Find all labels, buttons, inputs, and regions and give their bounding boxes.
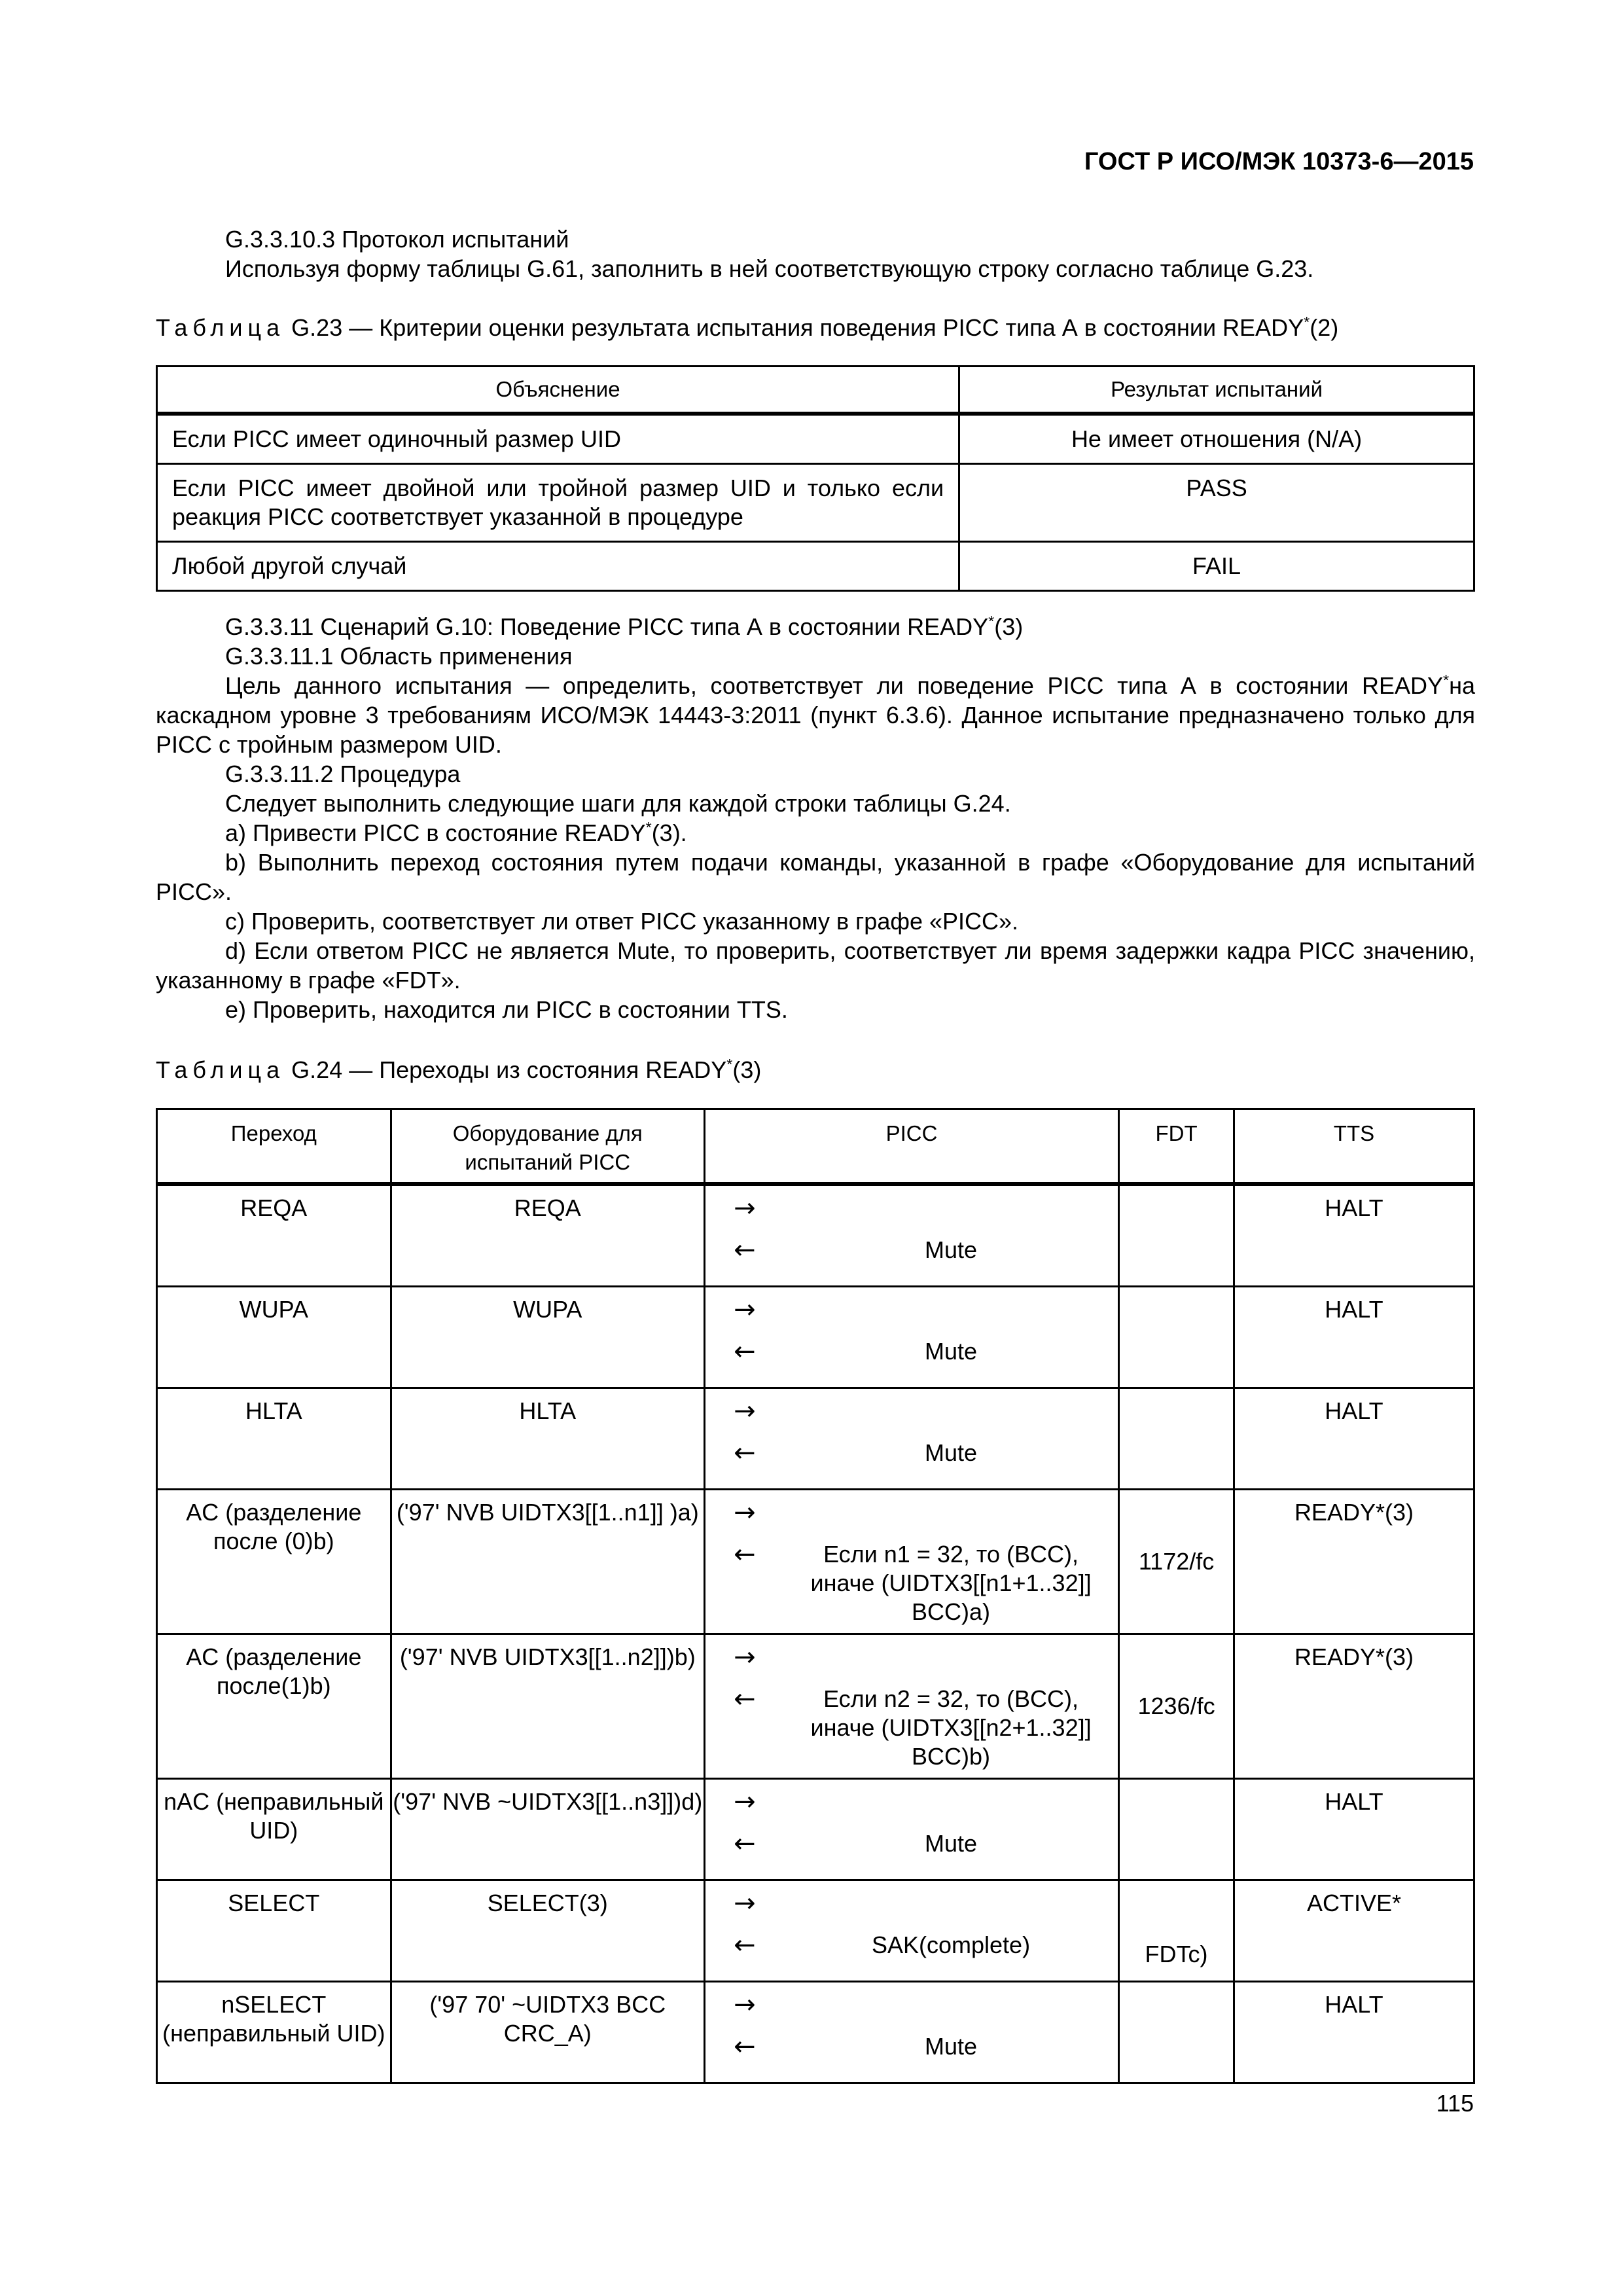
explanation-cell: Если PICC имеет двойной или тройной размер UID и только если реакция PICC соответствует указанной в процедуре — [157, 464, 959, 542]
arrow-right-icon: → — [734, 1990, 756, 2020]
fdt-cell — [1120, 1982, 1233, 2032]
section-text: Используя форму таблицы G.61, заполнить в ней соответствующую строку согласно таблице G.23. — [225, 255, 1314, 282]
purpose-paragraph: Цель данного испытания — определить, соответствует ли поведение PICC типа А в состоянии READY*на каскадном уровне 3 требованиям ИСО/МЭК 14443-3:2011 (пункт 6.3.6). Данное испытание предназначено только для PICC с тройным размером UID. — [156, 672, 1475, 758]
document-standard-header: ГОСТ Р ИСО/МЭК 10373-6—2015 — [1084, 148, 1474, 175]
equipment-cell: ('97' NVB UIDTX3[[1..n2]])b) — [399, 1643, 696, 1670]
step-c: с) Проверить, соответствует ли ответ PICC указанному в графе «PICC». — [225, 908, 1019, 935]
table-caption-g24: Таблица G.24 — Переходы из состояния READY*(3) — [156, 1056, 762, 1083]
step-d: d) Если ответом PICC не является Mute, то проверить, соответствует ли время задержки кадра PICC значению, указанному в графе «FDT». — [156, 937, 1475, 994]
table-row — [157, 1880, 1474, 1982]
picc-response: Mute — [925, 2033, 978, 2060]
transition-cell: AC (разделение после(1)b) — [186, 1643, 362, 1699]
table-header-row — [157, 367, 1474, 414]
picc-response: Если n1 = 32, то (BCC), иначе (UIDTX3[[n1+1..32]] BCC)a) — [810, 1541, 1092, 1625]
tts-cell: HALT — [1325, 1296, 1383, 1323]
arrow-left-icon: ← — [734, 1235, 756, 1265]
tts-cell: READY*(3) — [1294, 1499, 1414, 1526]
picc-response: SAK(complete) — [871, 1931, 1031, 1958]
table-row — [157, 1287, 1474, 1388]
caption-text: G.23 — Критерии оценки результата испытания поведения PICC типа А в состоянии READY — [291, 314, 1304, 341]
arrow-left-icon: ← — [734, 2032, 756, 2062]
tts-cell: HALT — [1325, 1194, 1383, 1221]
transition-cell: AC (разделение после (0)b) — [186, 1499, 362, 1554]
table-row — [157, 464, 1474, 542]
arrow-right-icon: → — [734, 1642, 756, 1672]
arrow-left-icon: ← — [734, 1829, 756, 1859]
transition-cell: WUPA — [239, 1296, 308, 1323]
table-row — [157, 1184, 1474, 1287]
arrow-left-icon: ← — [734, 1539, 756, 1570]
transition-cell: nAC (неправильный UID) — [164, 1788, 384, 1844]
fdt-cell — [1120, 1186, 1233, 1236]
transition-cell: REQA — [240, 1194, 308, 1221]
procedure-heading: G.3.3.11.2 Процедура — [225, 761, 461, 787]
step-a: а) Привести PICC в состояние READY*(3). — [225, 819, 687, 846]
picc-response: Mute — [925, 1236, 978, 1263]
caption-text: G.24 — Переходы из состояния READY — [291, 1056, 727, 1083]
table-header-row — [157, 1109, 1474, 1185]
table-row — [157, 542, 1474, 591]
section-protocol — [156, 224, 1475, 283]
caption-word: Таблица — [156, 314, 285, 341]
table-row — [157, 1634, 1474, 1779]
arrow-left-icon: ← — [734, 1438, 756, 1468]
column-header: Оборудование для испытаний PICC — [391, 1109, 704, 1185]
scope-heading: G.3.3.11.1 Область применения — [225, 643, 573, 670]
arrow-right-icon: → — [734, 1888, 756, 1918]
result-cell: Не имеет отношения (N/A) — [959, 414, 1474, 464]
equipment-cell: ('97' NVB ~UIDTX3[[1..n3]])d) — [393, 1788, 703, 1815]
transition-cell: HLTA — [245, 1397, 302, 1424]
result-cell: PASS — [959, 464, 1474, 542]
arrow-left-icon: ← — [734, 1336, 756, 1367]
table-row — [157, 1779, 1474, 1880]
equipment-cell: ('97' NVB UIDTX3[[1..n1]] )a) — [396, 1499, 699, 1526]
tts-cell: READY*(3) — [1294, 1643, 1414, 1670]
table-caption-g23: Таблица G.23 — Критерии оценки результата испытания поведения PICC типа А в состоянии READY*(2) — [156, 314, 1339, 341]
tts-cell: HALT — [1325, 1991, 1383, 2018]
fdt-cell: 1236/fc — [1137, 1693, 1215, 1719]
arrow-right-icon: → — [734, 1295, 756, 1325]
arrow-right-icon: → — [734, 1193, 756, 1223]
section-scenario — [156, 612, 1475, 1024]
fdt-cell: FDTc) — [1145, 1941, 1208, 1967]
arrow-right-icon: → — [734, 1498, 756, 1528]
equipment-cell: ('97 70' ~UIDTX3 BCC CRC_A) — [429, 1991, 666, 2047]
table-row — [157, 1388, 1474, 1490]
picc-response: Если n2 = 32, то (BCC), иначе (UIDTX3[[n2+1..32]] BCC)b) — [810, 1685, 1092, 1770]
transition-cell: SELECT — [228, 1890, 320, 1916]
equipment-cell: SELECT(3) — [487, 1890, 608, 1916]
table-row — [157, 414, 1474, 464]
tts-cell: ACTIVE* — [1306, 1890, 1401, 1916]
fdt-cell — [1120, 1780, 1233, 1829]
step-e: е) Проверить, находится ли PICC в состоянии TTS. — [225, 996, 788, 1023]
section-heading: G.3.3.10.3 Протокол испытаний — [225, 226, 569, 253]
arrow-left-icon: ← — [734, 1684, 756, 1714]
fdt-cell — [1120, 1389, 1233, 1439]
column-header: PICC — [704, 1109, 1118, 1185]
scenario-heading: G.3.3.11 Сценарий G.10: Поведение PICC типа А в состоянии READY*(3) — [225, 613, 1024, 640]
column-header: Результат испытаний — [959, 367, 1474, 414]
page-number: 115 — [1436, 2090, 1474, 2117]
table-row — [157, 1982, 1474, 2083]
tts-cell: HALT — [1325, 1788, 1383, 1815]
picc-response: Mute — [925, 1338, 978, 1365]
result-cell: FAIL — [959, 542, 1474, 591]
picc-response: Mute — [925, 1439, 978, 1466]
equipment-cell: WUPA — [513, 1296, 582, 1323]
explanation-cell: Любой другой случай — [157, 542, 959, 591]
arrow-right-icon: → — [734, 1787, 756, 1817]
picc-response: Mute — [925, 1830, 978, 1857]
table-row — [157, 1490, 1474, 1634]
step-b: b) Выполнить переход состояния путем подачи команды, указанной в графе «Оборудование для испытаний PICC». — [156, 849, 1475, 905]
column-header: Объяснение — [157, 367, 959, 414]
column-header: FDT — [1119, 1109, 1234, 1185]
equipment-cell: REQA — [514, 1194, 581, 1221]
table-g23 — [156, 365, 1475, 592]
explanation-cell: Если PICC имеет одиночный размер UID — [157, 414, 959, 464]
arrow-right-icon: → — [734, 1396, 756, 1426]
column-header: TTS — [1234, 1109, 1474, 1185]
procedure-intro: Следует выполнить следующие шаги для каждой строки таблицы G.24. — [225, 790, 1011, 817]
caption-word: Таблица — [156, 1056, 285, 1083]
column-header: Переход — [157, 1109, 391, 1185]
fdt-cell — [1120, 1287, 1233, 1337]
fdt-cell: 1172/fc — [1138, 1548, 1215, 1575]
transition-cell: nSELECT (неправильный UID) — [162, 1991, 385, 2047]
arrow-left-icon: ← — [734, 1930, 756, 1960]
table-g24 — [156, 1108, 1475, 2084]
equipment-cell: HLTA — [519, 1397, 577, 1424]
tts-cell: HALT — [1325, 1397, 1383, 1424]
